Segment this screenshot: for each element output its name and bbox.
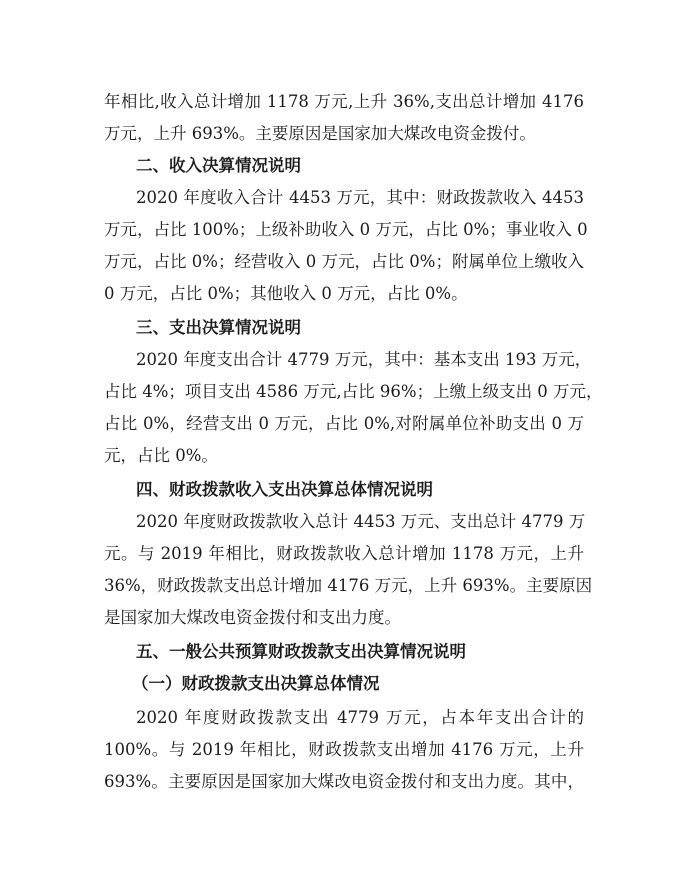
paragraph-line: 36%，财政拨款支出总计增加 4176 万元，上升 693%。主要原因 <box>104 576 593 595</box>
paragraph-line: 万元，占比 100%；上级补助收入 0 万元，占比 0%；事业收入 0 <box>104 220 588 239</box>
paragraph-line: 2020 年度财政拨款收入总计 4453 万元、支出总计 4779 万 <box>136 512 586 531</box>
paragraph-line: 占比 0%，经营支出 0 万元，占比 0%,对附属单位补助支出 0 万 <box>104 414 584 433</box>
section-heading-fiscal-total: 四、财政拨款收入支出决算总体情况说明 <box>136 480 433 499</box>
paragraph-line: 年相比,收入总计增加 1178 万元,上升 36%,支出总计增加 4176 <box>104 92 584 111</box>
paragraph-line: 693%。主要原因是国家加大煤改电资金拨付和支出力度。其中， <box>104 772 584 791</box>
paragraph-line: 元，占比 0%。 <box>104 446 218 465</box>
subsection-heading-overall: （一）财政拨款支出决算总体情况 <box>132 674 380 693</box>
paragraph-line: 元。与 2019 年相比，财政拨款收入总计增加 1178 万元，上升 <box>104 544 584 563</box>
paragraph-line: 2020 年度收入合计 4453 万元，其中：财政拨款收入 4453 <box>136 188 584 207</box>
paragraph-line: 0 万元，占比 0%；其他收入 0 万元，占比 0%。 <box>104 284 468 303</box>
section-heading-public-budget: 五、一般公共预算财政拨款支出决算情况说明 <box>136 642 466 661</box>
paragraph-line: 万元，占比 0%；经营收入 0 万元，占比 0%；附属单位上缴收入 <box>104 252 584 271</box>
paragraph-line: 2020 年度财政拨款支出 4779 万元，占本年支出合计的 <box>136 708 584 727</box>
paragraph-line: 是国家加大煤改电资金拨付和支出力度。 <box>104 608 401 627</box>
paragraph-line: 2020 年度支出合计 4779 万元，其中：基本支出 193 万元， <box>136 350 592 369</box>
paragraph-line: 占比 4%；项目支出 4586 万元,占比 96%；上缴上级支出 0 万元， <box>104 382 603 401</box>
section-heading-expenditure: 三、支出决算情况说明 <box>136 318 301 337</box>
section-heading-income: 二、收入决算情况说明 <box>136 156 301 175</box>
paragraph-line: 万元，上升 693%。主要原因是国家加大煤改电资金拨付。 <box>104 124 536 143</box>
paragraph-line: 100%。与 2019 年相比，财政拨款支出增加 4176 万元，上升 <box>104 740 584 759</box>
